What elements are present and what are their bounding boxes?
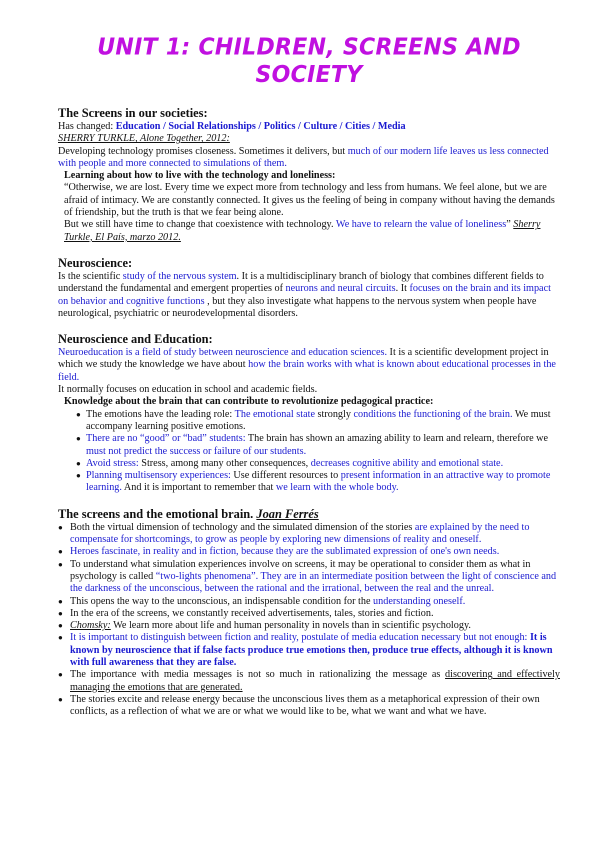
section-neuroscience-education: [58, 332, 560, 495]
list-item: ● It is important to distinguish between fiction and reality, postulate of media education necessary but not enough: It is known by neuroscience that if false facts produce true emotions then, produce true effects, although it is known with full awareness that they are false.: [58, 632, 560, 669]
page-title: UNIT 1: CHILDREN, SCREENS AND SOCIETY: [97, 34, 521, 89]
list-item: ● Planning multisensory experiences: Use different resources to present information in an attractive way to promote learning. And it is important to remember that we learn with the whole body.: [76, 470, 560, 495]
emotional-brain-list: [58, 522, 560, 719]
list-item: ● This opens the way to the unconscious, an indispensable condition for the understanding oneself.: [58, 596, 560, 608]
citation: SHERRY TURKLE, Alone Together, 2012:: [58, 133, 230, 145]
list-item: ● Both the virtual dimension of technology and the simulated dimension of the stories are explained by the need to compensate for shortcomings, to grow as people by exploring new dimensions of reality and oneself.: [58, 522, 560, 547]
section-heading: The Screens in our societies:: [58, 106, 208, 120]
knowledge-list: [58, 409, 560, 495]
list-item: ● The emotions have the leading role: The emotional state strongly conditions the functioning of the brain. We must accompany learning positive emotions.: [76, 409, 560, 434]
list-item: ● To understand what simulation experiences involve on screens, it may be operational to consider them as what in psychology is called “two-lights phenomena”. They are in an intermediate position between the light of conscience and the darkness of the unconscious, between the rational and the irrational, between the real and the unreal.: [58, 559, 560, 596]
paragraph: Developing technology promises closeness. Sometimes it delivers, but much of our modern life leaves us less connected with people and more connected to simulations of them.: [58, 145, 549, 169]
subheading: Learning about how to live with the technology and loneliness:: [64, 170, 336, 182]
list-item: ● Avoid stress: Stress, among many other consequences, decreases cognitive ability and emotional state.: [76, 458, 560, 470]
section-heading: Neuroscience and Education:: [58, 332, 213, 347]
changed-items: Education / Social Relationships / Politics / Culture / Cities / Media: [115, 121, 406, 132]
list-item: ● Heroes fascinate, in reality and in fiction, because they are the sublimated expression of one's own needs.: [58, 546, 560, 558]
quote-ending: But we still have time to change that coexistence with technology. We have to relearn the value of loneliness” Sherry Turkle, El País, marzo 2012.: [64, 219, 541, 243]
section-screens-emotional-brain: [58, 507, 560, 719]
list-item: ● There are no “good” or “bad” students: The brain has shown an amazing ability to learn and relearn, therefore we must not predict the success or failure of our students.: [76, 433, 560, 458]
changed-line: Has changed: Education / Social Relationships / Politics / Culture / Cities / Media: [58, 121, 406, 132]
paragraph: Is the scientific study of the nervous system. It is a multidisciplinary branch of biology that combines different fields to understand the fundamental and emergent properties of neurons and neural circuits. It focuses on the brain and its impact on behavior and cognitive functions , but they also investigate what happens to the nervous system when people have neurological, psychiatric or neurodevelopmental disorders.: [58, 270, 551, 319]
list-item: ● In the era of the screens, we constantly received advertisements, tales, stories and fiction.: [58, 608, 560, 620]
list-item: ● The stories excite and release energy because the unconscious lives them as a metaphorical expression of their own conflicts, as a reflection of what we are or what we would like to be, what we want and what we have.: [58, 694, 560, 719]
list-item: ● The importance with media messages is not so much in rationalizing the message as discovering and effectively managing the emotions that are generated.: [58, 669, 560, 694]
paragraph: Neuroeducation is a field of study between neuroscience and education sciences. It is a scientific development project in which we study the knowledge we have about how the brain works with what is known about educational processes in the field.: [58, 347, 556, 383]
list-item: ● Chomsky: We learn more about life and human personality in novels than in scientific psychology.: [58, 620, 560, 632]
heading-author: Joan Ferrés: [256, 506, 319, 521]
subheading: Knowledge about the brain that can contribute to revolutionize pedagogical practice:: [64, 396, 434, 408]
quote: “Otherwise, we are lost. Every time we expect more from technology and less from humans. We feel alone, but we are afraid of intimacy. We are constantly connected. It gives us the feeling of being in company without having the demands of friendship, but the truth is that we fear being alone.: [64, 182, 555, 219]
section-neuroscience: [58, 256, 560, 320]
section-heading: The screens and the emotional brain. Joan Ferrés: [58, 506, 319, 521]
quote-citation: Sherry Turkle, El País, marzo 2012.: [64, 219, 541, 243]
section-screens-in-societies: [58, 106, 560, 244]
paragraph: It normally focuses on education in school and academic fields.: [58, 384, 318, 396]
section-heading: Neuroscience:: [58, 255, 133, 270]
